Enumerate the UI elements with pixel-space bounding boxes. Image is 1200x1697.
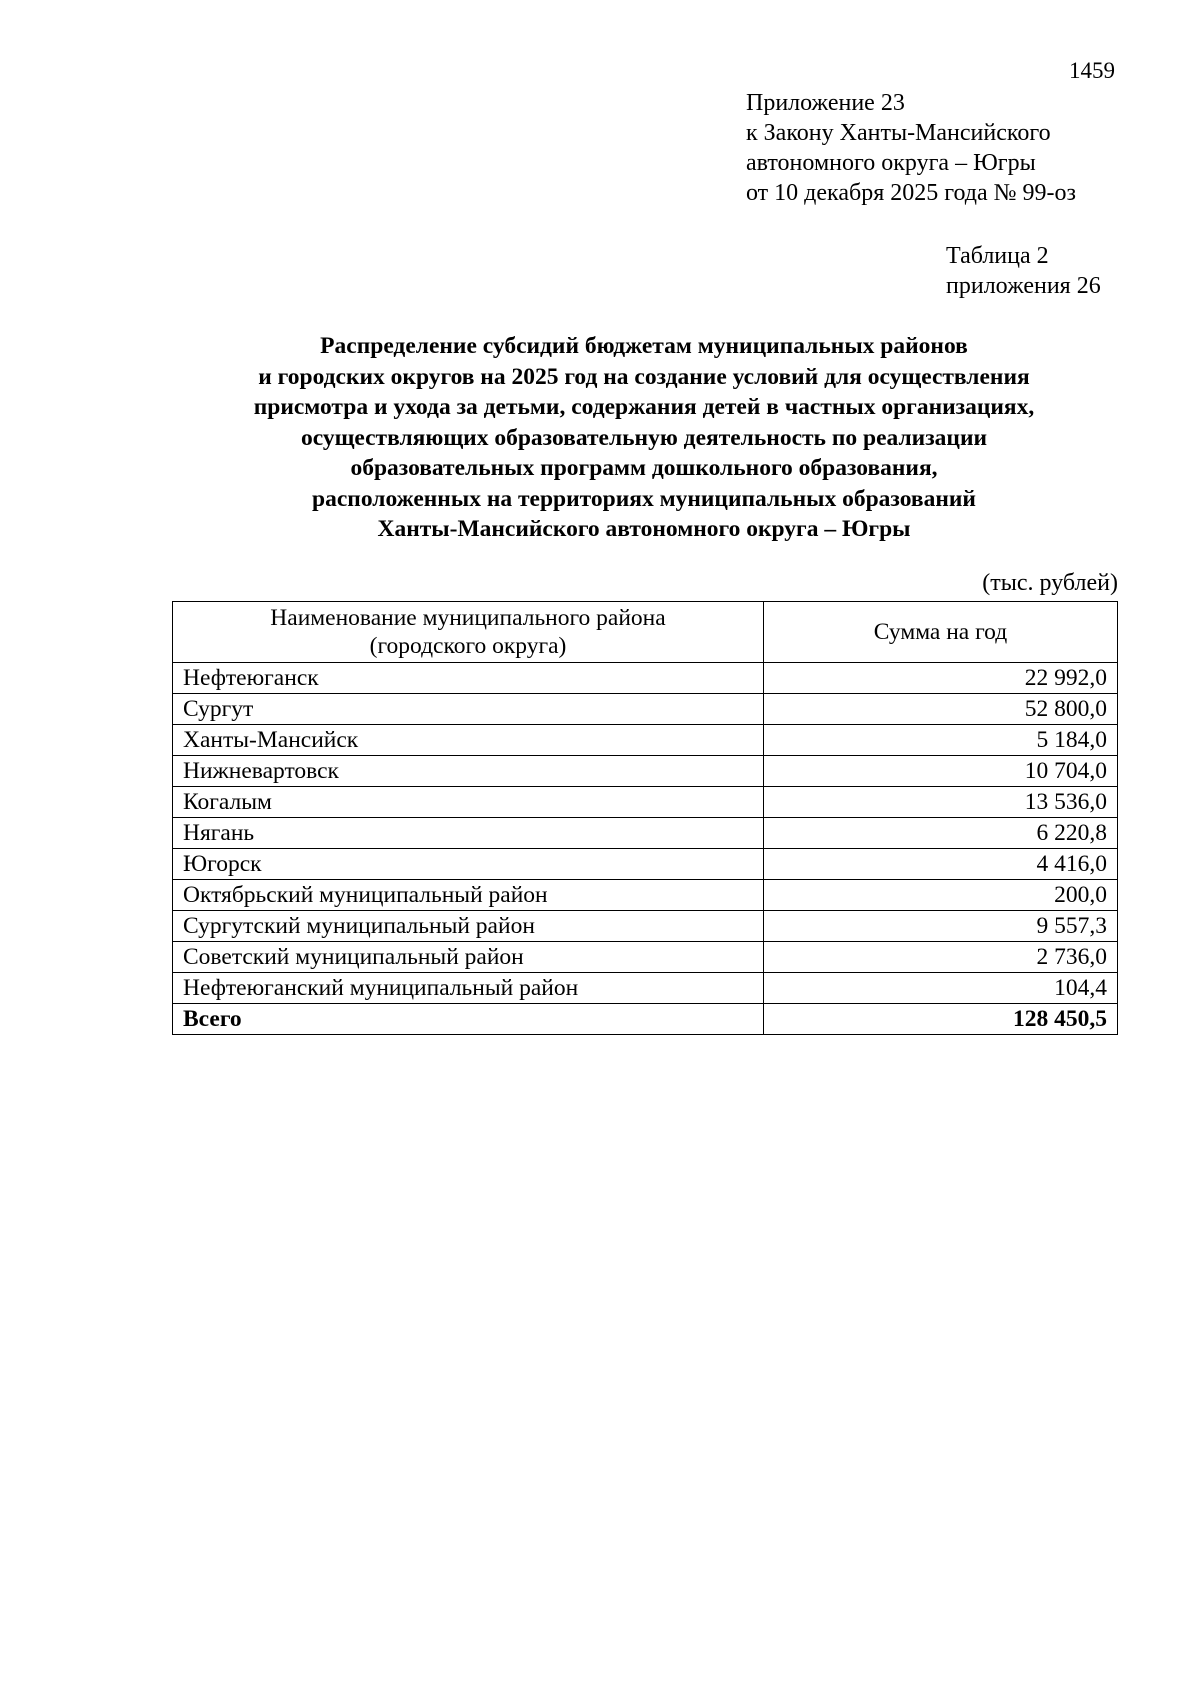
table-row [173, 787, 1118, 818]
page-number: 1459 [1069, 58, 1115, 83]
document-title [170, 331, 1118, 545]
table-row [173, 911, 1118, 942]
row-amount: 2 736,0 [764, 942, 1118, 973]
table-reference [946, 241, 1101, 301]
row-name: Нягань [173, 818, 764, 849]
row-amount: 4 416,0 [764, 849, 1118, 880]
appendix-reference [746, 88, 1076, 208]
title-line: осуществляющих образовательную деятельность по реализации [300, 424, 988, 451]
table-row [173, 880, 1118, 911]
table-ref-line: Таблица 2 [946, 243, 1049, 269]
total-label: Всего [173, 1004, 764, 1035]
row-name: Октябрьский муниципальный район [173, 880, 764, 911]
row-amount: 22 992,0 [764, 663, 1118, 694]
row-amount: 200,0 [764, 880, 1118, 911]
row-name: Ханты-Мансийск [173, 725, 764, 756]
row-amount: 9 557,3 [764, 911, 1118, 942]
title-line: Распределение субсидий бюджетам муниципальных районов [320, 333, 968, 359]
row-name: Когалым [173, 787, 764, 818]
row-amount: 6 220,8 [764, 818, 1118, 849]
row-name: Югорск [173, 849, 764, 880]
header-name-line2: (городского округа) [369, 633, 567, 659]
table-row [173, 663, 1118, 694]
row-amount: 104,4 [764, 973, 1118, 1004]
header-amount: Сумма на год [764, 602, 1118, 663]
title-line: и городских округов на 2025 год на создание условий для осуществления [258, 363, 1030, 390]
table-row [173, 756, 1118, 787]
total-row [173, 1004, 1118, 1035]
title-line: образовательных программ дошкольного образования, [350, 455, 938, 481]
appendix-line: от 10 декабря 2025 года № 99-оз [746, 180, 1077, 206]
title-line: Ханты-Мансийского автономного округа – Югры [377, 516, 911, 542]
table-row [173, 942, 1118, 973]
row-amount: 13 536,0 [764, 787, 1118, 818]
table-row [173, 849, 1118, 880]
row-amount: 5 184,0 [764, 725, 1118, 756]
row-name: Нижневартовск [173, 756, 764, 787]
table-row [173, 973, 1118, 1004]
table-row [173, 725, 1118, 756]
table-header-row [173, 602, 1118, 663]
row-name: Нефтеюганский муниципальный район [173, 973, 764, 1004]
header-name [173, 602, 764, 663]
total-amount: 128 450,5 [764, 1004, 1118, 1035]
row-amount: 10 704,0 [764, 756, 1118, 787]
header-name-line1: Наименование муниципального района [270, 605, 666, 631]
row-amount: 52 800,0 [764, 694, 1118, 725]
title-line: присмотра и ухода за детьми, содержания детей в частных организациях, [253, 394, 1035, 420]
table-ref-line: приложения 26 [946, 273, 1101, 299]
appendix-line: к Закону Ханты-Мансийского [746, 120, 1051, 146]
units-label: (тыс. рублей) [982, 570, 1118, 596]
row-name: Нефтеюганск [173, 663, 764, 694]
appendix-line: автономного округа – Югры [746, 150, 1036, 176]
appendix-line: Приложение 23 [746, 90, 905, 116]
title-line: расположенных на территориях муниципальных образований [312, 485, 976, 512]
row-name: Сургут [173, 694, 764, 725]
table-row [173, 694, 1118, 725]
row-name: Сургутский муниципальный район [173, 911, 764, 942]
subsidy-table [172, 601, 1118, 1035]
table-row [173, 818, 1118, 849]
row-name: Советский муниципальный район [173, 942, 764, 973]
